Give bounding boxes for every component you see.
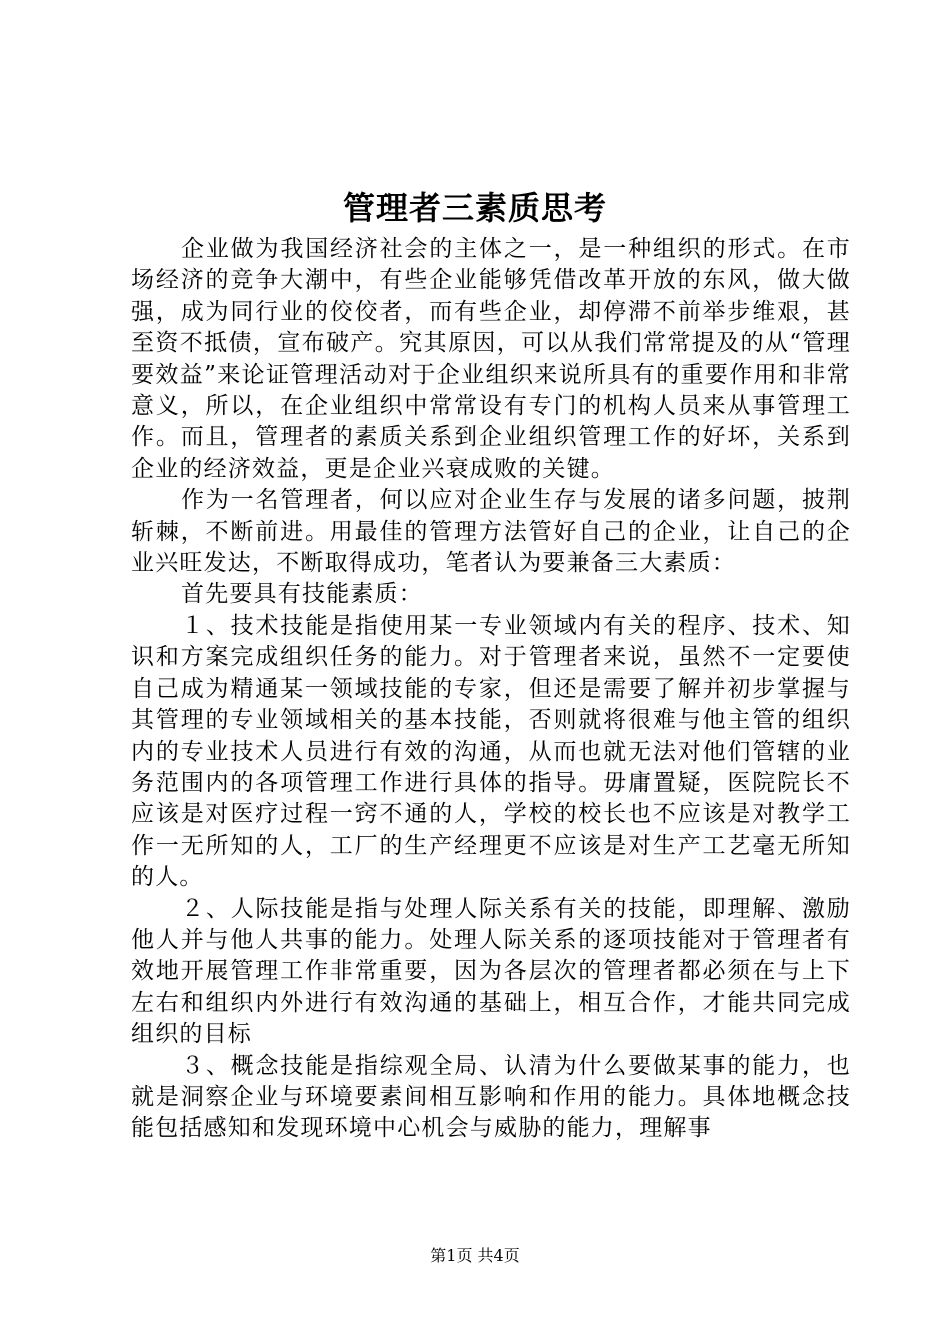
paragraph-conceptual-skill: ３、概念技能是指综观全局、认清为什么要做某事的能力，也就是洞察企业与环境要素间相互影响和作用的能力。具体地概念技能包括感知和发现环境中心机会与威胁的能力，理解事 — [131, 1052, 851, 1142]
document-title: 管理者三素质思考 — [342, 189, 607, 227]
paragraph-technical-skill: １、技术技能是指使用某一专业领域内有关的程序、技术、知识和方案完成组织任务的能力。对于管理者来说，虽然不一定要使自己成为精通某一领域技能的专家，但还是需要了解并初步掌握与其管理的专业领域相关的基本技能，否则就将很难与他主管的组织内的专业技术人员进行有效的沟通，从而也就无法对他们管辖的业务范围内的各项管理工作进行具体的指导。毋庸置疑，医院院长不应该是对医疗过程一窍不通的人，学校的校长也不应该是对教学工作一无所知的人，工厂的生产经理更不应该是对生产工艺毫无所知的人。 — [131, 612, 851, 891]
paragraph-skill-heading: 首先要具有技能素质： — [181, 581, 423, 608]
paragraph-interpersonal-skill: ２、人际技能是指与处理人际关系有关的技能，即理解、激励他人并与他人共事的能力。处理人际关系的逐项技能对于管理者有效地开展管理工作非常重要，因为各层次的管理者都必须在与上下左右和组织内外进行有效沟通的基础上，相互合作，才能共同完成组织的目标 — [131, 895, 851, 1048]
paragraph-intro: 企业做为我国经济社会的主体之一，是一种组织的形式。在市场经济的竞争大潮中，有些企业能够凭借改革开放的东风，做大做强，成为同行业的佼佼者，而有些企业，却停滞不前举步维艰，甚至资不抵债，宣布破产。究其原因，可以从我们常常提及的从“管理要效益”来论证管理活动对于企业组织来说所具有的重要作用和非常意义，所以，在企业组织中常常设有专门的机构人员来从事管理工作。而且，管理者的素质关系到企业组织管理工作的好坏，关系到企业的经济效益，更是企业兴衰成败的关键。 — [131, 236, 851, 482]
document-body — [131, 234, 851, 1145]
page-number-footer: 第1页 共4页 — [430, 1246, 520, 1265]
paragraph-three-qualities: 作为一名管理者，何以应对企业生存与发展的诸多问题，披荆斩棘，不断前进。用最佳的管理方法管好自己的企业，让自己的企业兴旺发达，不断取得成功，笔者认为要兼备三大素质： — [131, 487, 851, 577]
